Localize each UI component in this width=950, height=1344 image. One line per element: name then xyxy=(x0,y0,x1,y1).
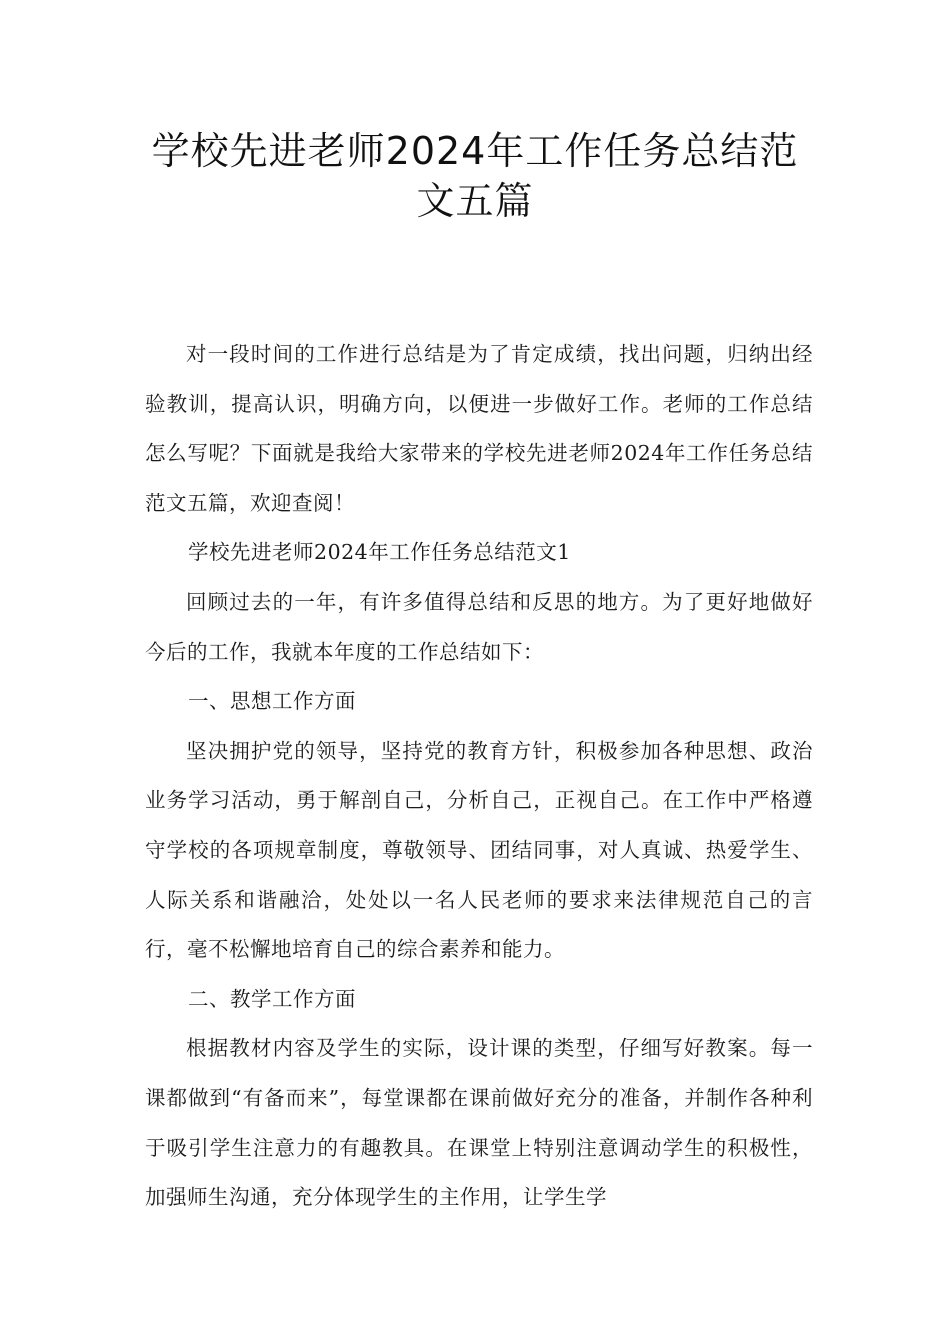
intro-paragraph: 对一段时间的工作进行总结是为了肯定成绩，找出问题，归纳出经验教训，提高认识，明确方向，以便进一步做好工作。老师的工作总结怎么写呢？下面就是我给大家带来的学校先进老师2024年工作任务总结范文五篇，欢迎查阅！ xyxy=(145,342,813,515)
paragraph-review: 回顾过去的一年，有许多值得总结和反思的地方。为了更好地做好今后的工作，我就本年度的工作总结如下： xyxy=(145,589,813,664)
document-title xyxy=(100,126,850,226)
paragraph-ideology: 坚决拥护党的领导，坚持党的教育方针，积极参加各种思想、政治业务学习活动，勇于解剖自己，分析自己，正视自己。在工作中严格遵守学校的各项规章制度，尊敬领导、团结同事，对人真诚、热爱学生、人际关系和谐融洽，处处以一名人民老师的要求来法律规范自己的言行，毫不松懈地培育自己的综合素养和能力。 xyxy=(145,738,813,962)
section-heading-ideology: 一、思想工作方面 xyxy=(188,689,357,714)
paragraph-teaching: 根据教材内容及学生的实际，设计课的类型，仔细写好教案。每一课都做到“有备而来”，每堂课都在课前做好充分的准备，并制作各种利于吸引学生注意力的有趣教具。在课堂上特别注意调动学生的积极性，加强师生沟通，充分体现学生的主作用，让学生学 xyxy=(145,1036,813,1210)
title-line-2: 文五篇 xyxy=(416,179,534,223)
section-heading-teaching: 二、教学工作方面 xyxy=(188,986,357,1011)
title-line-1: 学校先进老师2024年工作任务总结范 xyxy=(151,129,799,173)
document-body xyxy=(145,330,813,1223)
section-heading-essay-1: 学校先进老师2024年工作任务总结范文1 xyxy=(188,540,571,565)
